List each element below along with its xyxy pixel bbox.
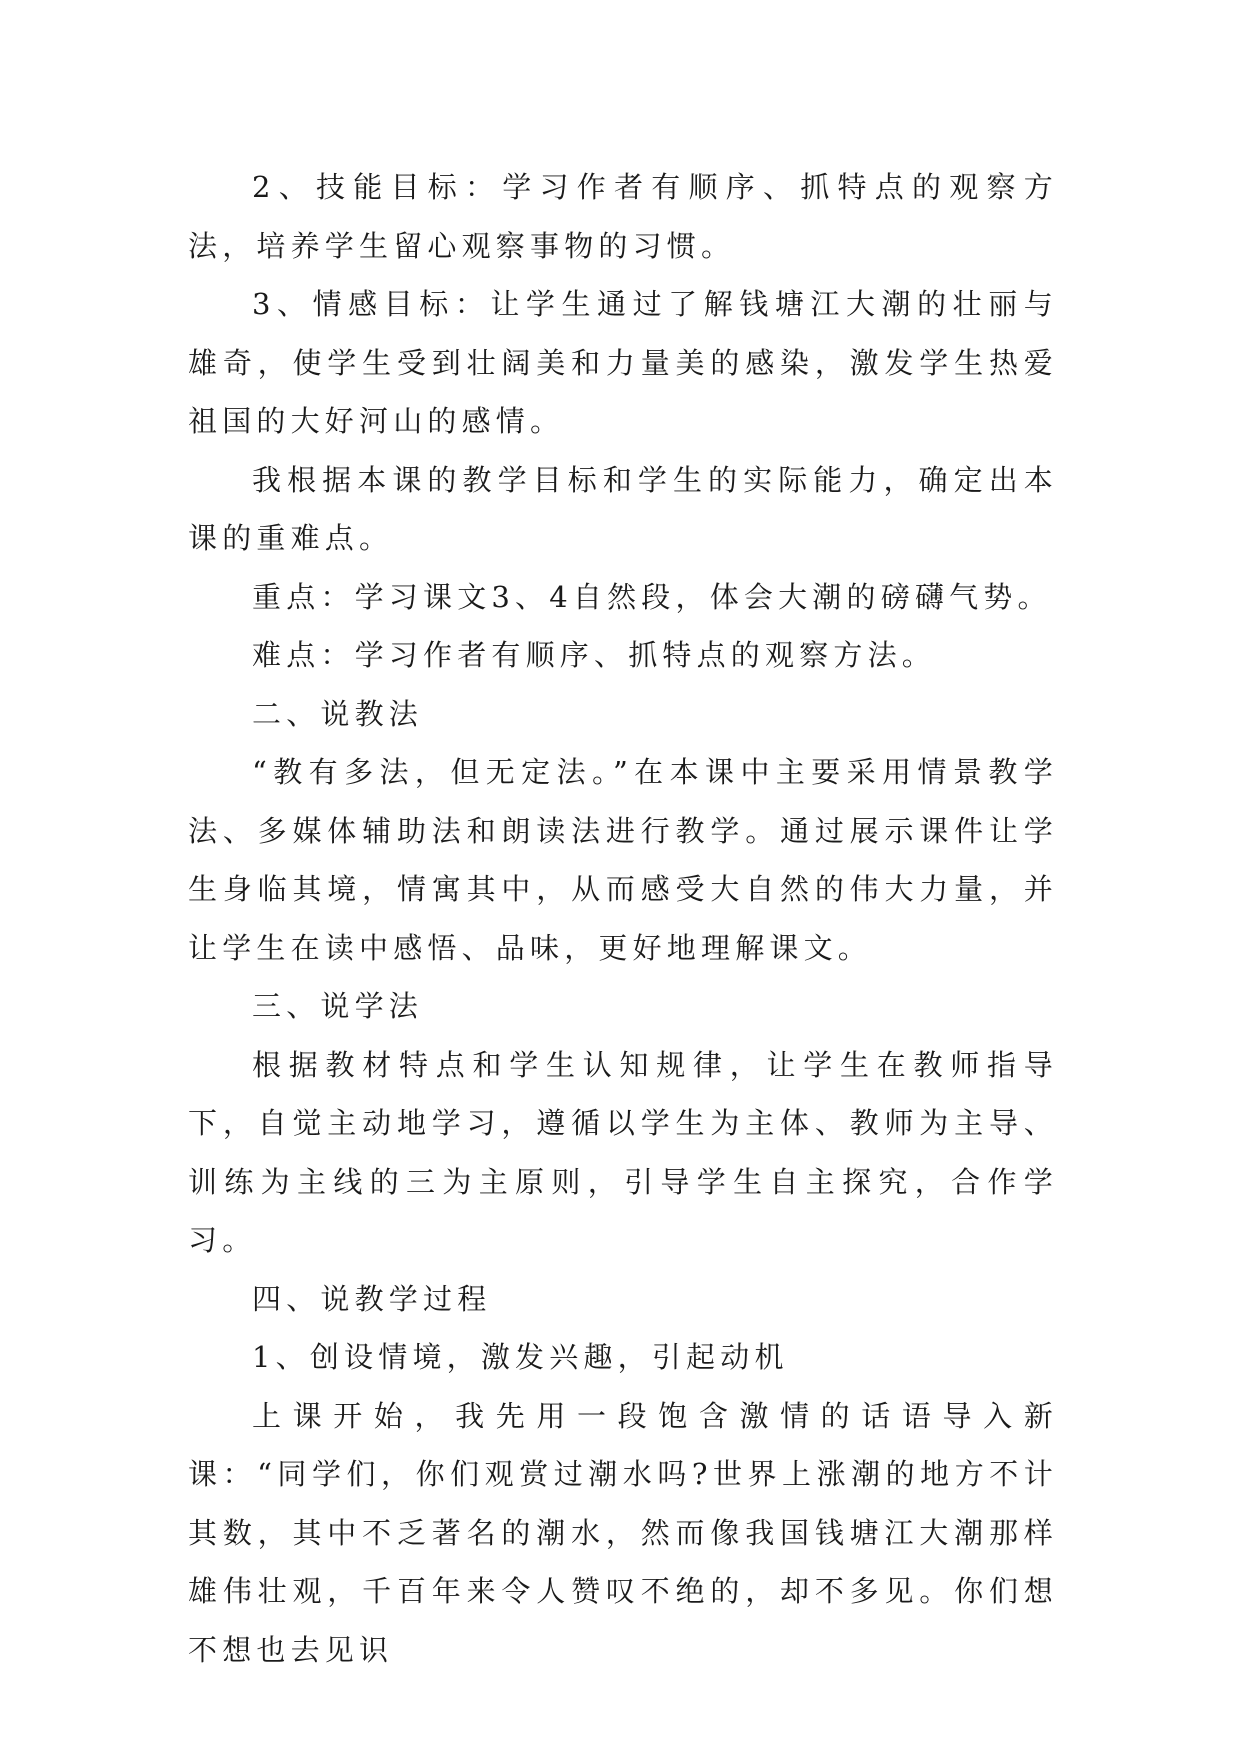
paragraph-emotion-goal: 3、情感目标：让学生通过了解钱塘江大潮的壮丽与雄奇，使学生受到壮阔美和力量美的感染，激发学生热爱祖国的大好河山的感情。	[188, 287, 1058, 438]
paragraph-difficult-point: 难点：学习作者有顺序、抓特点的观察方法。	[252, 638, 937, 672]
paragraph-teaching-method: “教有多法，但无定法。”在本课中主要采用情景教学法、多媒体辅助法和朗读法进行教学。通过展示课件让学生身临其境，情寓其中，从而感受大自然的伟大力量，并让学生在读中感悟、品味，更好地理解课文。	[188, 755, 1058, 965]
paragraph-key-point: 重点：学习课文3、4自然段，体会大潮的磅礴气势。	[252, 579, 1052, 614]
heading-teaching-process: 四、说教学过程	[252, 1281, 492, 1316]
paragraph-skill-goal: 2、技能目标：学习作者有顺序、抓特点的观察方法，培养学生留心观察事物的习惯。	[188, 170, 1058, 263]
paragraph-learning-method: 根据教材特点和学生认知规律，让学生在教师指导下，自觉主动地学习，遵循以学生为主体、教师为主导、训练为主线的三为主原则，引导学生自主探究，合作学习。	[188, 1047, 1058, 1257]
heading-teaching-method: 二、说教法	[252, 696, 424, 731]
paragraph-key-points-intro: 我根据本课的教学目标和学生的实际能力，确定出本课的重难点。	[188, 462, 1058, 555]
paragraph-class-opening: 上课开始，我先用一段饱含激情的话语导入新课：“同学们，你们观赏过潮水吗?世界上涨潮的地方不计其数，其中不乏著名的潮水，然而像我国钱塘江大潮那样雄伟壮观，千百年来令人赞叹不绝的，却不多见。你们想不想也去见识	[188, 1398, 1058, 1667]
heading-learning-method: 三、说学法	[252, 989, 424, 1023]
document-body	[188, 158, 1058, 1679]
subheading-create-situation: 1、创设情境，激发兴趣，引起动机	[252, 1340, 789, 1374]
